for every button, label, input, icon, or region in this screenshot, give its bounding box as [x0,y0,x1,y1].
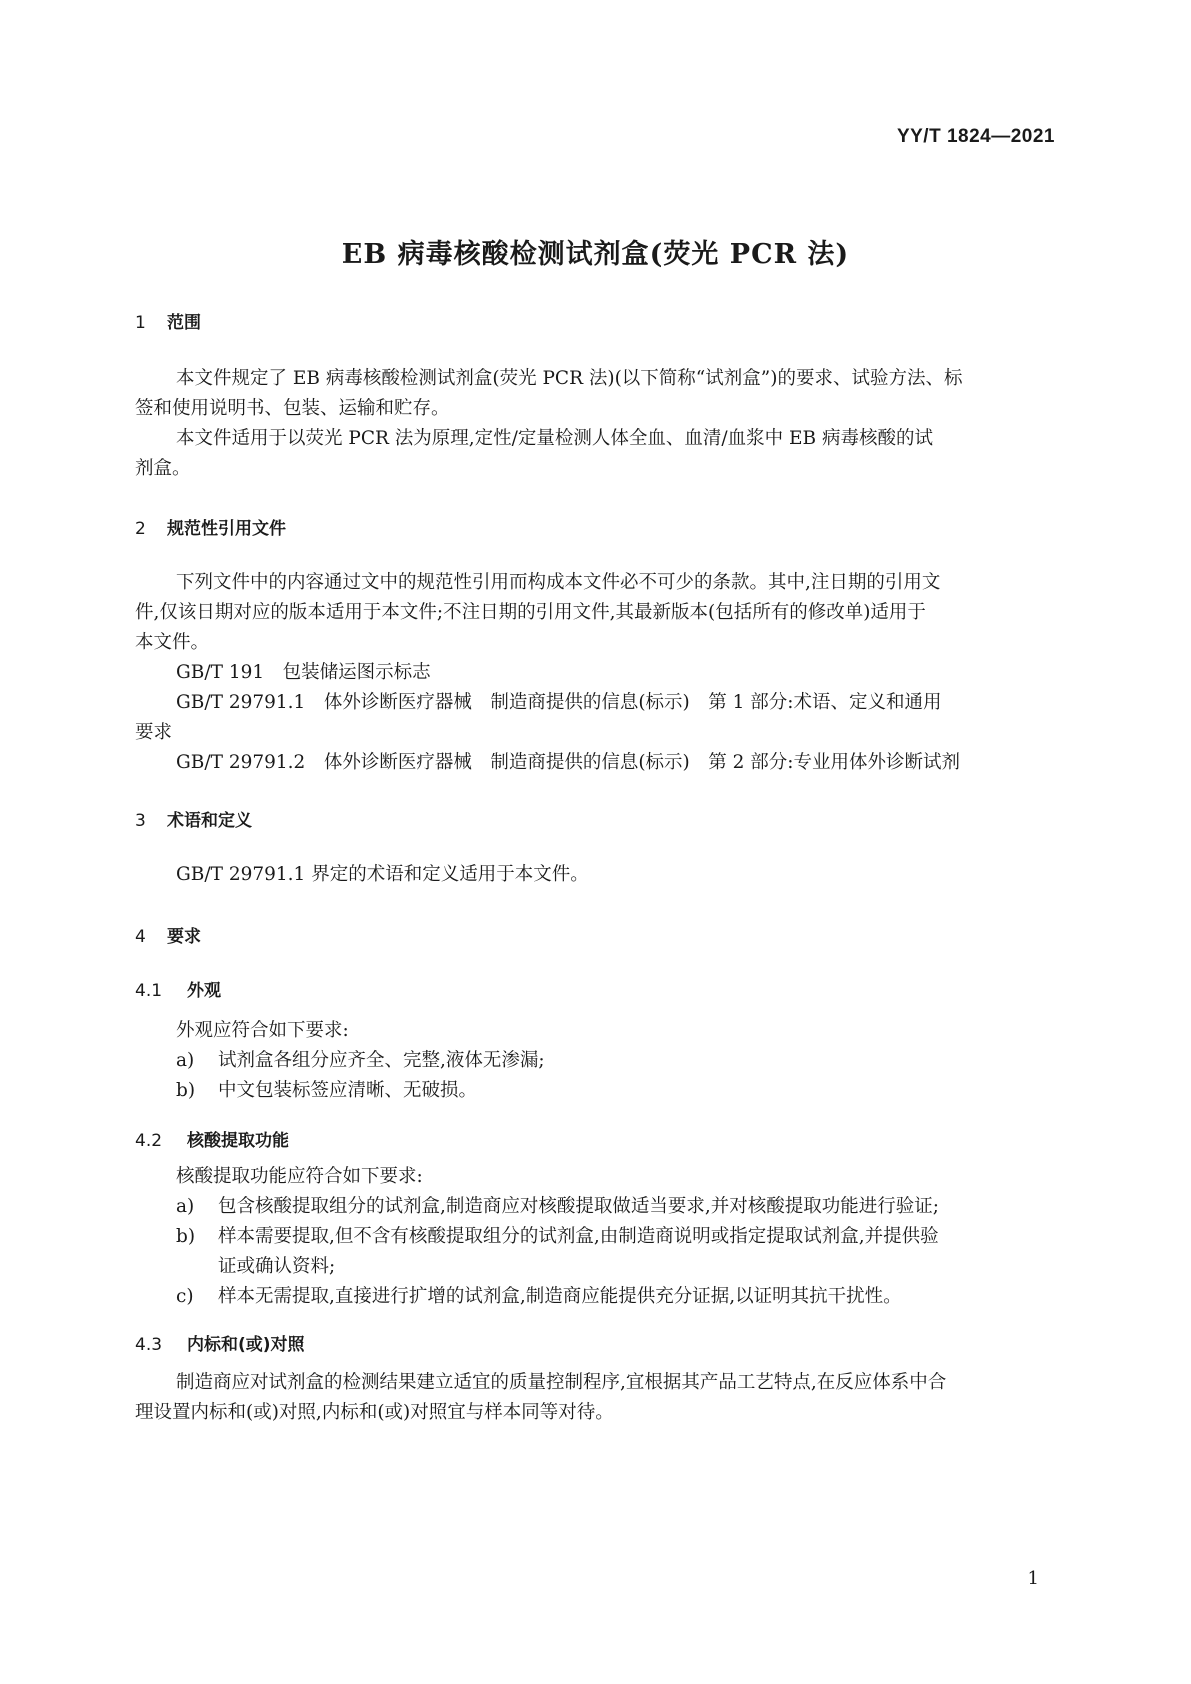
section-2-heading [135,514,286,539]
section-4-heading [135,922,201,947]
s2-paragraph-line-1: 下列文件中的内容通过文中的规范性引用而构成本文件必不可少的条款。其中,注日期的引用文 [176,572,941,593]
section-title: 范围 [167,313,201,333]
section-number: 4.3 [135,1335,163,1355]
section-3-heading [135,806,252,831]
s43-paragraph-line-1: 制造商应对试剂盒的检测结果建立适宜的质量控制程序,宜根据其产品工艺特点,在反应体系中合 [176,1372,947,1393]
section-4-3-heading [135,1330,305,1355]
s3-paragraph: GB/T 29791.1 界定的术语和定义适用于本文件。 [176,864,589,885]
section-title: 内标和(或)对照 [187,1335,305,1355]
s1-paragraph-2-line-2: 剂盒。 [135,458,191,479]
reference-gb-t-29791-2: GB/T 29791.2 体外诊断医疗器械 制造商提供的信息(标示) 第 2 部分:专业用体外诊断试剂 [176,752,961,773]
s42-item-c-text: 样本无需提取,直接进行扩增的试剂盒,制造商应能提供充分证据,以证明其抗干扰性。 [218,1286,902,1307]
section-title: 规范性引用文件 [167,519,286,539]
standard-code: YY/T 1824—2021 [896,126,1055,147]
s42-item-a-text: 包含核酸提取组分的试剂盒,制造商应对核酸提取做适当要求,并对核酸提取功能进行验证; [218,1196,939,1217]
s1-paragraph-2-line-1: 本文件适用于以荧光 PCR 法为原理,定性/定量检测人体全血、血清/血浆中 EB 病毒核酸的试 [176,428,934,449]
s41-intro: 外观应符合如下要求: [176,1020,349,1041]
s42-item-b-text-line-1: 样本需要提取,但不含有核酸提取组分的试剂盒,由制造商说明或指定提取试剂盒,并提供验 [218,1226,939,1247]
section-1-heading [135,308,201,333]
s2-paragraph-line-2: 件,仅该日期对应的版本适用于本文件;不注日期的引用文件,其最新版本(包括所有的修改单)适用于 [135,602,926,623]
section-number: 3 [135,811,146,831]
section-number: 1 [135,313,146,333]
s1-paragraph-1-line-1: 本文件规定了 EB 病毒核酸检测试剂盒(荧光 PCR 法)(以下简称“试剂盒”)的要求、试验方法、标 [176,368,963,389]
s1-paragraph-1-line-2: 签和使用说明书、包装、运输和贮存。 [135,398,450,419]
section-number: 4 [135,927,146,947]
s43-paragraph-line-2: 理设置内标和(或)对照,内标和(或)对照宜与样本同等对待。 [135,1402,614,1423]
page-number: 1 [1027,1568,1039,1589]
section-title: 核酸提取功能 [187,1131,289,1151]
s41-item-a-text: 试剂盒各组分应齐全、完整,液体无渗漏; [218,1050,545,1071]
s41-item-a-label: a) [176,1050,195,1071]
s42-item-a-label: a) [176,1196,195,1217]
s42-item-c-label: c) [176,1286,194,1307]
s41-item-b-text: 中文包装标签应清晰、无破损。 [218,1080,478,1101]
section-number: 4.2 [135,1131,163,1151]
reference-gb-t-29791-1-line-2: 要求 [135,722,173,743]
s2-paragraph-line-3: 本文件。 [135,632,210,653]
reference-gb-t-29791-1-line-1: GB/T 29791.1 体外诊断医疗器械 制造商提供的信息(标示) 第 1 部分:术语、定义和通用 [176,692,942,713]
section-title: 要求 [167,927,201,947]
section-4-1-heading [135,976,221,1001]
section-title: 术语和定义 [167,811,252,831]
section-number: 4.1 [135,981,163,1001]
section-4-2-heading [135,1126,289,1151]
s41-item-b-label: b) [176,1080,196,1101]
section-title: 外观 [187,981,221,1001]
s42-item-b-text-line-2: 证或确认资料; [218,1256,336,1277]
s42-item-b-label: b) [176,1226,196,1247]
s42-intro: 核酸提取功能应符合如下要求: [176,1166,423,1187]
section-number: 2 [135,519,146,539]
reference-gb-t-191: GB/T 191 包装储运图示标志 [176,662,431,683]
document-title: EB 病毒核酸检测试剂盒(荧光 PCR 法) [341,239,850,270]
